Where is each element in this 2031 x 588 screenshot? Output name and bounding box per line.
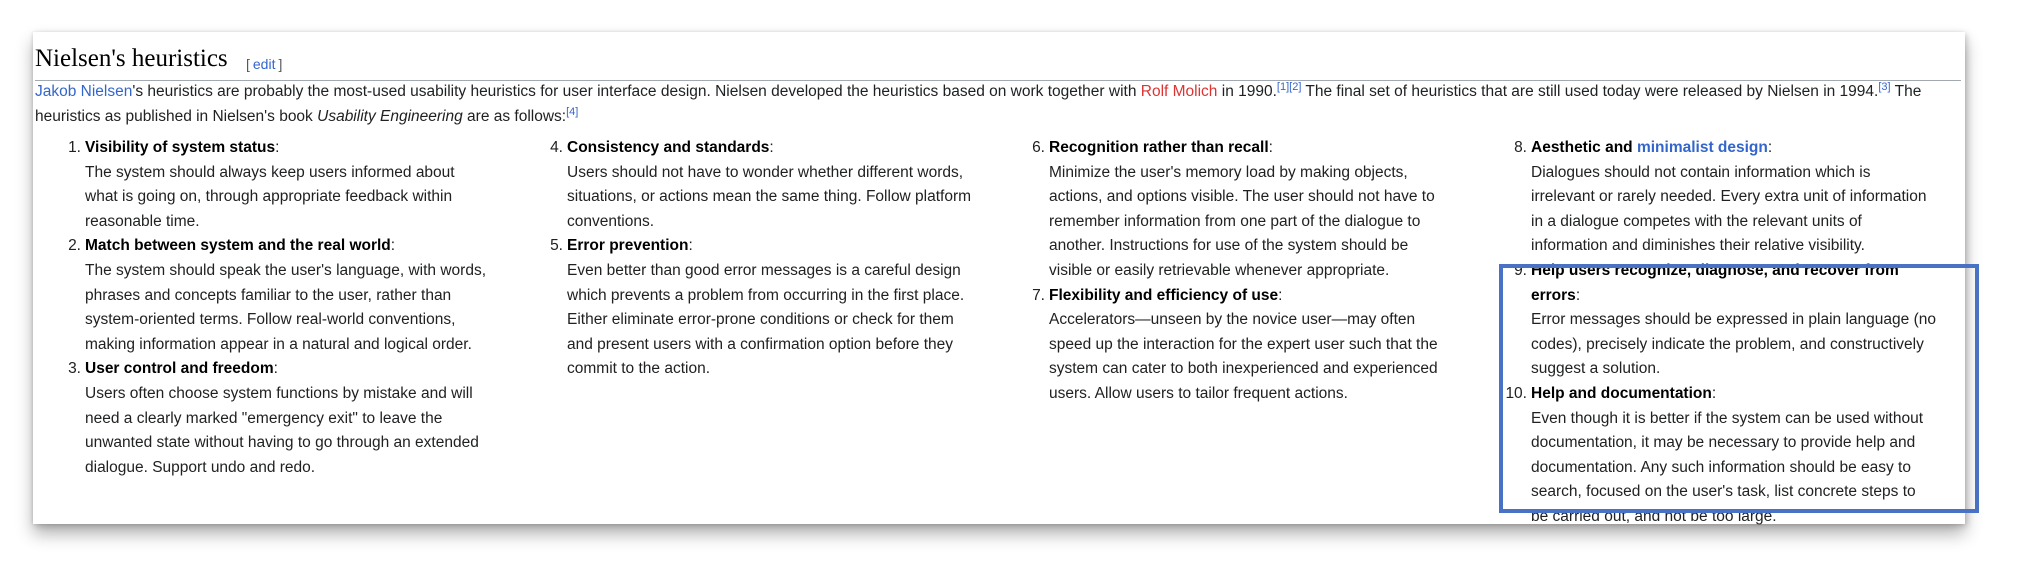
- highlight-box: [1499, 261, 1979, 513]
- heuristic-description: Even better than good error messages is a careful design which prevents a problem from occurring in the first place. Either eliminate error-prone conditions or check for them and present users with a confirmation option before they commit to the action.: [567, 261, 965, 378]
- heuristic-title-prefix: Aesthetic and: [1531, 139, 1637, 156]
- heuristic-description: Users often choose system functions by mistake and will need a clearly marked "emergency exit" to leave the unwanted state without having to go through an extended dialogue. Support undo and redo.: [85, 384, 479, 476]
- minimalist-design-link[interactable]: minimalist design: [1636, 139, 1768, 156]
- edit-link[interactable]: edit: [252, 56, 276, 72]
- heuristics-column-1: [35, 136, 491, 480]
- intro-text-2: in 1990.: [1217, 83, 1277, 100]
- heuristic-number: 3.: [68, 360, 81, 378]
- heuristic-number: 9.: [1514, 261, 1527, 279]
- heuristic-item-6: [999, 136, 1455, 284]
- jakob-nielsen-link[interactable]: Jakob Nielsen: [35, 83, 133, 100]
- heuristic-title: Help users recognize, diagnose, and recover from errors: [1531, 261, 1899, 304]
- section-heading: [35, 44, 1961, 81]
- heuristic-description: Dialogues should not contain information which is irrelevant or rarely needed. Every extra unit of information in a dialogue competes with the relevant units of information and diminishes their relative visibility.: [1531, 163, 1927, 255]
- heuristic-description: Users should not have to wonder whether different words, situations, or actions mean the same thing. Follow platform conventions.: [567, 163, 972, 230]
- heuristic-number: 1.: [68, 139, 81, 156]
- heuristic-colon: :: [1711, 384, 1717, 402]
- heuristic-title: Help and documentation: [1531, 384, 1712, 402]
- intro-text-1: 's heuristics are probably the most-used usability heuristics for user interface design. Nielsen developed the heuristics based on work together with: [132, 83, 1141, 100]
- edit-bracket-close: ]: [278, 56, 283, 72]
- heuristic-item-5: [517, 234, 973, 382]
- heuristic-item-3: [35, 357, 491, 480]
- intro-paragraph: [35, 80, 1955, 129]
- heuristic-title: Recognition rather than recall: [1049, 139, 1269, 156]
- heuristic-description: Accelerators—unseen by the novice user—may often speed up the interaction for the expert user such that the system can cater to both inexperienced and experienced users. Allow users to tailor frequent actions.: [1049, 311, 1438, 402]
- intro-text-3: The final set of heuristics that are still used today were released by Nielsen in 1994.: [1301, 83, 1879, 100]
- ref-4[interactable]: [4]: [566, 105, 579, 118]
- heuristic-colon: :: [688, 237, 693, 255]
- heuristic-number: 7.: [1032, 286, 1045, 304]
- heuristic-colon: :: [1278, 286, 1283, 304]
- heuristic-colon: :: [1767, 139, 1773, 156]
- book-title: Usability Engineering: [317, 107, 463, 125]
- heuristic-description: The system should always keep users informed about what is going on, through appropriate feedback within reasonable time.: [85, 163, 455, 230]
- heuristic-item-4: [517, 136, 973, 234]
- heuristic-colon: :: [273, 360, 278, 378]
- heuristic-number: 8.: [1514, 139, 1527, 156]
- heuristic-number: 5.: [550, 237, 563, 255]
- heuristic-colon: :: [275, 139, 280, 156]
- ref-2[interactable]: [2]: [1289, 80, 1302, 93]
- intro-text-5: are as follows:: [462, 107, 567, 125]
- heuristic-colon: :: [1268, 139, 1273, 156]
- heuristic-item-7: [999, 284, 1455, 407]
- heuristic-colon: :: [1575, 286, 1581, 304]
- heuristic-title: Error prevention: [567, 237, 689, 255]
- heuristic-description: Error messages should be expressed in plain language (no codes), precisely indicate the problem, and constructively suggest a solution.: [1531, 311, 1936, 378]
- heuristic-description: The system should speak the user's language, with words, phrases and concepts familiar to the user, rather than system-oriented terms. Follow real-world conventions, making information appear in a natural and logical order.: [85, 261, 487, 353]
- heuristic-number: 10.: [1505, 384, 1527, 402]
- edit-bracket-open: [: [246, 56, 250, 72]
- heuristic-item-1: [35, 136, 491, 234]
- heuristic-colon: :: [390, 237, 396, 255]
- section-title: Nielsen's heuristics: [35, 45, 228, 72]
- heuristic-title: Match between system and the real world: [85, 237, 391, 255]
- heuristic-item-8: [1481, 136, 1937, 259]
- heuristic-description: Minimize the user's memory load by making objects, actions, and options visible. The user should not have to remember information from one part of the dialogue to another. Instructions for use of the system should be visible or easily retrievable whenever appropriate.: [1049, 163, 1435, 279]
- heuristic-title: Flexibility and efficiency of use: [1049, 286, 1279, 304]
- heuristics-column-3: [999, 136, 1455, 407]
- heuristic-number: 6.: [1032, 139, 1045, 156]
- edit-section: [246, 56, 282, 72]
- heuristic-number: 2.: [68, 237, 81, 255]
- heuristic-colon: :: [769, 139, 774, 156]
- rolf-molich-link[interactable]: Rolf Molich: [1140, 83, 1218, 100]
- heuristic-number: 4.: [550, 139, 563, 156]
- heuristic-title: Visibility of system status: [85, 139, 276, 156]
- ref-1[interactable]: [1]: [1276, 80, 1290, 93]
- intro-text-4: The heuristics as published in Nielsen's book: [35, 83, 1922, 125]
- heuristics-column-2: [517, 136, 973, 382]
- ref-3[interactable]: [3]: [1878, 80, 1891, 93]
- heuristic-description: Even though it is better if the system can be used without documentation, it may be necessary to provide help and documentation. Any such information should be easy to search, focused on the user's task, list concrete steps to be carried out, and not be too large.: [1531, 409, 1924, 525]
- heuristic-title: User control and freedom: [85, 360, 274, 378]
- heuristic-title: Consistency and standards: [567, 139, 770, 156]
- heuristic-item-2: [35, 234, 491, 357]
